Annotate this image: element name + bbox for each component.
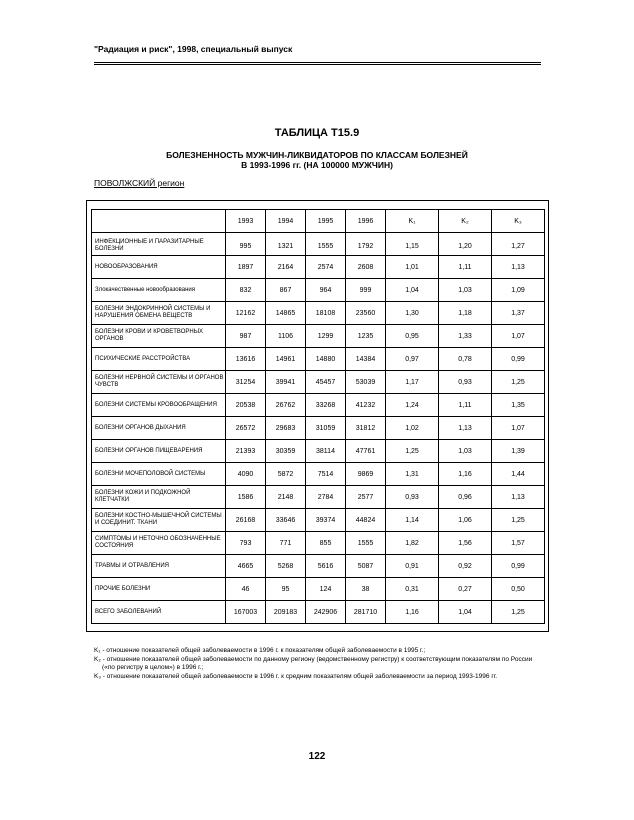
- value-cell: 1,07: [492, 417, 545, 440]
- value-cell: 1,07: [492, 325, 545, 348]
- value-cell: 5087: [346, 555, 386, 578]
- value-cell: 793: [226, 532, 266, 555]
- value-cell: 1,27: [492, 233, 545, 256]
- value-cell: 0,99: [492, 555, 545, 578]
- value-cell: 0,93: [439, 371, 492, 394]
- table-row: [92, 532, 545, 555]
- value-cell: 1,03: [439, 440, 492, 463]
- disease-class-cell: БОЛЕЗНИ КОЖИ И ПОДКОЖНОЙ КЛЕТЧАТКИ: [92, 486, 226, 509]
- table-row: [92, 555, 545, 578]
- value-cell: 29683: [266, 417, 306, 440]
- value-cell: 1792: [346, 233, 386, 256]
- value-cell: 0,27: [439, 578, 492, 601]
- table-title: ТАБЛИЦА Т15.9: [274, 127, 360, 139]
- table-row: [92, 440, 545, 463]
- value-cell: 44824: [346, 509, 386, 532]
- value-cell: 1,15: [386, 233, 439, 256]
- value-cell: 1,25: [492, 601, 545, 624]
- disease-class-cell: БОЛЕЗНИ ОРГАНОВ ДЫХАНИЯ: [92, 417, 226, 440]
- table-row: [92, 509, 545, 532]
- value-cell: 26762: [266, 394, 306, 417]
- value-cell: 855: [306, 532, 346, 555]
- table-row: [92, 302, 545, 325]
- footnote: K₂ - отношение показателей общей заболеваемости по данному региону (ведомственному регистру) к соответствующим показателям по России («по регистру в целом») в 1996 г.;: [94, 655, 533, 671]
- value-cell: 1,24: [386, 394, 439, 417]
- header-cell: 1993: [226, 210, 266, 233]
- value-cell: 1,13: [492, 486, 545, 509]
- value-cell: 5872: [266, 463, 306, 486]
- value-cell: 995: [226, 233, 266, 256]
- value-cell: 1,33: [439, 325, 492, 348]
- table-row: [92, 348, 545, 371]
- value-cell: 1321: [266, 233, 306, 256]
- value-cell: 1,18: [439, 302, 492, 325]
- footnote: K₃ - отношение показателей общей заболеваемости в 1996 г. к средним показателям общей заболеваемости за период 1993-1996 гг.: [94, 672, 498, 680]
- value-cell: 1,04: [386, 279, 439, 302]
- table-row: [92, 601, 545, 624]
- value-cell: 1,03: [439, 279, 492, 302]
- footnote: K₁ - отношение показателей общей заболеваемости в 1996 г. к показателям общей заболеваемости в 1995 г.;: [94, 647, 426, 654]
- subtitle-line-2: В 1993-1996 гг. (НА 100000 МУЖЧИН): [241, 160, 393, 170]
- value-cell: 1,09: [492, 279, 545, 302]
- disease-class-cell: ВСЕГО ЗАБОЛЕВАНИЙ: [92, 601, 226, 624]
- header-cell: 1994: [266, 210, 306, 233]
- disease-class-cell: БОЛЕЗНИ НЕРВНОЙ СИСТЕМЫ И ОРГАНОВ ЧУВСТВ: [92, 371, 226, 394]
- value-cell: 2148: [266, 486, 306, 509]
- value-cell: 1,44: [492, 463, 545, 486]
- value-cell: 1,14: [386, 509, 439, 532]
- value-cell: 209183: [266, 601, 306, 624]
- table-row: [92, 279, 545, 302]
- value-cell: 1,25: [386, 440, 439, 463]
- value-cell: 33646: [266, 509, 306, 532]
- value-cell: 1,06: [439, 509, 492, 532]
- disease-class-cell: ПРОЧИЕ БОЛЕЗНИ: [92, 578, 226, 601]
- value-cell: 0,96: [439, 486, 492, 509]
- value-cell: 1,16: [439, 463, 492, 486]
- value-cell: 39941: [266, 371, 306, 394]
- table-row: [92, 486, 545, 509]
- value-cell: 2577: [346, 486, 386, 509]
- disease-class-cell: БОЛЕЗНИ ОРГАНОВ ПИЩЕВАРЕНИЯ: [92, 440, 226, 463]
- value-cell: 1,56: [439, 532, 492, 555]
- value-cell: 1,20: [439, 233, 492, 256]
- value-cell: 0,97: [386, 348, 439, 371]
- value-cell: 999: [346, 279, 386, 302]
- value-cell: 4665: [226, 555, 266, 578]
- header-cell: K₃: [492, 210, 545, 233]
- header-cell: K₁: [386, 210, 439, 233]
- disease-class-cell: ИНФЕКЦИОННЫЕ И ПАРАЗИТАРНЫЕ БОЛЕЗНИ: [92, 233, 226, 256]
- value-cell: 1555: [346, 532, 386, 555]
- value-cell: 53039: [346, 371, 386, 394]
- value-cell: 5616: [306, 555, 346, 578]
- value-cell: 1,02: [386, 417, 439, 440]
- value-cell: 1586: [226, 486, 266, 509]
- table-row: [92, 417, 545, 440]
- value-cell: 1,25: [492, 371, 545, 394]
- value-cell: 33268: [306, 394, 346, 417]
- value-cell: 1,57: [492, 532, 545, 555]
- value-cell: 14880: [306, 348, 346, 371]
- value-cell: 167003: [226, 601, 266, 624]
- value-cell: 0,78: [439, 348, 492, 371]
- value-cell: 832: [226, 279, 266, 302]
- disease-class-cell: БОЛЕЗНИ МОЧЕПОЛОВОЙ СИСТЕМЫ: [92, 463, 226, 486]
- value-cell: 7514: [306, 463, 346, 486]
- value-cell: 0,99: [492, 348, 545, 371]
- value-cell: 95: [266, 578, 306, 601]
- disease-class-cell: Злокачественные новообразования: [92, 279, 226, 302]
- table-row: [92, 371, 545, 394]
- value-cell: 0,91: [386, 555, 439, 578]
- value-cell: 26572: [226, 417, 266, 440]
- value-cell: 20538: [226, 394, 266, 417]
- morbidity-table: [91, 209, 545, 624]
- value-cell: 1,35: [492, 394, 545, 417]
- running-head: "Радиация и риск", 1998, специальный выпуск: [94, 44, 293, 54]
- header-cell: 1996: [346, 210, 386, 233]
- subtitle-line-1: БОЛЕЗНЕННОСТЬ МУЖЧИН-ЛИКВИДАТОРОВ ПО КЛАССАМ БОЛЕЗНЕЙ: [166, 150, 468, 160]
- value-cell: 39374: [306, 509, 346, 532]
- value-cell: 31059: [306, 417, 346, 440]
- table-row: [92, 463, 545, 486]
- table-body: [92, 233, 545, 624]
- value-cell: 45457: [306, 371, 346, 394]
- value-cell: 2784: [306, 486, 346, 509]
- disease-class-cell: ПСИХИЧЕСКИЕ РАССТРОЙСТВА: [92, 348, 226, 371]
- value-cell: 13616: [226, 348, 266, 371]
- value-cell: 1,30: [386, 302, 439, 325]
- value-cell: 14961: [266, 348, 306, 371]
- value-cell: 2608: [346, 256, 386, 279]
- value-cell: 1,13: [439, 417, 492, 440]
- value-cell: 21393: [226, 440, 266, 463]
- value-cell: 38114: [306, 440, 346, 463]
- footnotes: [94, 647, 544, 681]
- value-cell: 1,11: [439, 394, 492, 417]
- header-cell-name: [92, 210, 226, 233]
- value-cell: 1,04: [439, 601, 492, 624]
- value-cell: 867: [266, 279, 306, 302]
- value-cell: 1,37: [492, 302, 545, 325]
- table-row: [92, 256, 545, 279]
- header-rule: [94, 62, 541, 65]
- disease-class-cell: БОЛЕЗНИ КОСТНО-МЫШЕЧНОЙ СИСТЕМЫ И СОЕДИНИТ. ТКАНИ: [92, 509, 226, 532]
- table-row: [92, 325, 545, 348]
- disease-class-cell: ТРАВМЫ И ОТРАВЛЕНИЯ: [92, 555, 226, 578]
- page-number: 122: [308, 751, 326, 762]
- value-cell: 1299: [306, 325, 346, 348]
- value-cell: 1,11: [439, 256, 492, 279]
- value-cell: 2164: [266, 256, 306, 279]
- disease-class-cell: НОВООБРАЗОВАНИЯ: [92, 256, 226, 279]
- value-cell: 26168: [226, 509, 266, 532]
- table-subtitle: [0, 150, 634, 170]
- value-cell: 0,95: [386, 325, 439, 348]
- value-cell: 38: [346, 578, 386, 601]
- table-row: [92, 233, 545, 256]
- table-row: [92, 578, 545, 601]
- disease-class-cell: БОЛЕЗНИ ЭНДОКРИННОЙ СИСТЕМЫ И НАРУШЕНИЯ ОБМЕНА ВЕЩЕСТВ: [92, 302, 226, 325]
- value-cell: 1,17: [386, 371, 439, 394]
- value-cell: 12162: [226, 302, 266, 325]
- value-cell: 30359: [266, 440, 306, 463]
- value-cell: 1,31: [386, 463, 439, 486]
- disease-class-cell: СИМПТОМЫ И НЕТОЧНО ОБОЗНАЧЕННЫЕ СОСТОЯНИЯ: [92, 532, 226, 555]
- value-cell: 14865: [266, 302, 306, 325]
- value-cell: 964: [306, 279, 346, 302]
- value-cell: 47761: [346, 440, 386, 463]
- value-cell: 1,13: [492, 256, 545, 279]
- value-cell: 771: [266, 532, 306, 555]
- value-cell: 2574: [306, 256, 346, 279]
- value-cell: 1,16: [386, 601, 439, 624]
- value-cell: 1235: [346, 325, 386, 348]
- table-row: [92, 394, 545, 417]
- header-cell: 1995: [306, 210, 346, 233]
- value-cell: 46: [226, 578, 266, 601]
- value-cell: 0,93: [386, 486, 439, 509]
- value-cell: 987: [226, 325, 266, 348]
- region-label: ПОВОЛЖСКИЙ регион: [94, 178, 185, 188]
- value-cell: 9869: [346, 463, 386, 486]
- value-cell: 1,25: [492, 509, 545, 532]
- value-cell: 1897: [226, 256, 266, 279]
- value-cell: 18108: [306, 302, 346, 325]
- value-cell: 242906: [306, 601, 346, 624]
- header-cell: K₂: [439, 210, 492, 233]
- value-cell: 41232: [346, 394, 386, 417]
- value-cell: 5268: [266, 555, 306, 578]
- value-cell: 1555: [306, 233, 346, 256]
- value-cell: 1106: [266, 325, 306, 348]
- value-cell: 1,39: [492, 440, 545, 463]
- value-cell: 0,31: [386, 578, 439, 601]
- value-cell: 31812: [346, 417, 386, 440]
- value-cell: 0,50: [492, 578, 545, 601]
- value-cell: 23560: [346, 302, 386, 325]
- value-cell: 281710: [346, 601, 386, 624]
- value-cell: 31254: [226, 371, 266, 394]
- value-cell: 1,01: [386, 256, 439, 279]
- disease-class-cell: БОЛЕЗНИ СИСТЕМЫ КРОВООБРАЩЕНИЯ: [92, 394, 226, 417]
- value-cell: 4090: [226, 463, 266, 486]
- value-cell: 14384: [346, 348, 386, 371]
- disease-class-cell: БОЛЕЗНИ КРОВИ И КРОВЕТВОРНЫХ ОРГАНОВ: [92, 325, 226, 348]
- value-cell: 0,92: [439, 555, 492, 578]
- value-cell: 124: [306, 578, 346, 601]
- table-header-row: [92, 210, 545, 233]
- value-cell: 1,82: [386, 532, 439, 555]
